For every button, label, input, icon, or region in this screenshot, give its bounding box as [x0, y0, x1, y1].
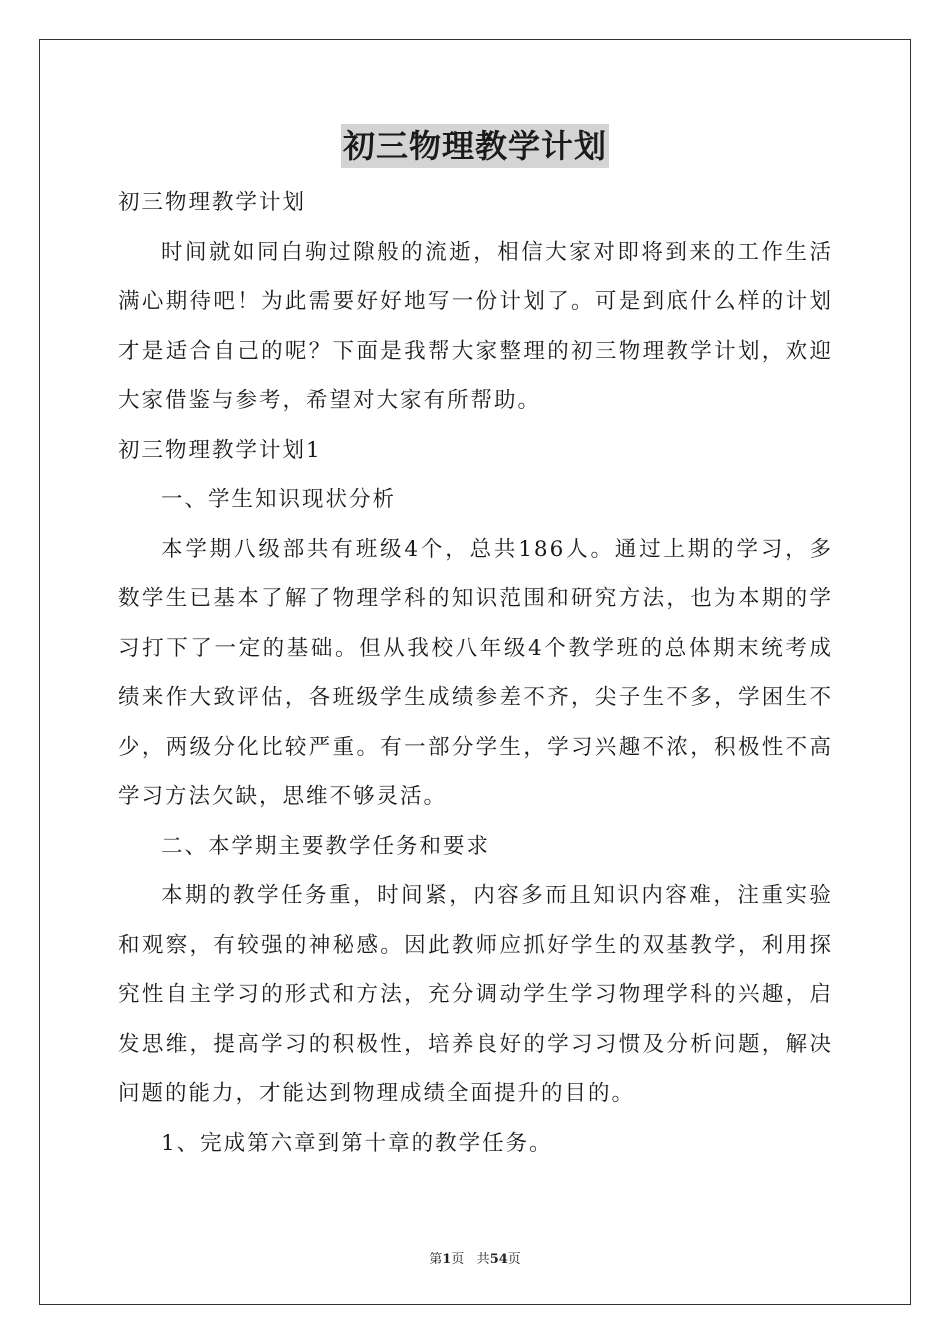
total-pages: 54 [489, 1252, 508, 1267]
page-footer [0, 1248, 950, 1267]
page-prefix: 第 [429, 1252, 443, 1267]
title-wrap [0, 124, 950, 168]
document-body [118, 178, 833, 1168]
heading-student-analysis: 一、学生知识现状分析 [161, 487, 397, 512]
intro-paragraph: 时间就如同白驹过隙般的流逝，相信大家对即将到来的工作生活满心期待吧！为此需要好好地写一份计划了。可是到底什么样的计划才是适合自己的呢？下面是我帮大家整理的初三物理教学计划，欢迎大家借鉴与参考，希望对大家有所帮助。 [118, 239, 833, 413]
page-suffix: 页 [451, 1252, 465, 1267]
section-heading: 初三物理教学计划1 [118, 437, 322, 463]
page-number: 1 [442, 1252, 452, 1267]
total-prefix: 共 [476, 1252, 490, 1267]
total-suffix: 页 [507, 1252, 521, 1267]
task-item-1: 1、完成第六章到第十章的教学任务。 [161, 1130, 553, 1156]
student-analysis-paragraph: 本学期八级部共有班级4个，总共186人。通过上期的学习，多数学生已基本了解了物理学科的知识范围和研究方法，也为本期的学习打下了一定的基础。但从我校八年级4个教学班的总体期末统考成绩来作大致评估，各班级学生成绩参差不齐，尖子生不多，学困生不少，两级分化比较严重。有一部分学生，学习兴趣不浓，积极性不高学习方法欠缺，思维不够灵活。 [118, 536, 833, 809]
subtitle-line: 初三物理教学计划 [118, 190, 307, 215]
document-title: 初三物理教学计划 [341, 124, 609, 168]
heading-tasks: 二、本学期主要教学任务和要求 [161, 833, 491, 859]
tasks-paragraph: 本期的教学任务重，时间紧，内容多而且知识内容难，注重实验和观察，有较强的神秘感。因此教师应抓好学生的双基教学，利用探究性自主学习的形式和方法，充分调动学生学习物理学科的兴趣，启发思维，提高学习的积极性，培养良好的学习习惯及分析问题，解决问题的能力，才能达到物理成绩全面提升的目的。 [118, 883, 833, 1106]
